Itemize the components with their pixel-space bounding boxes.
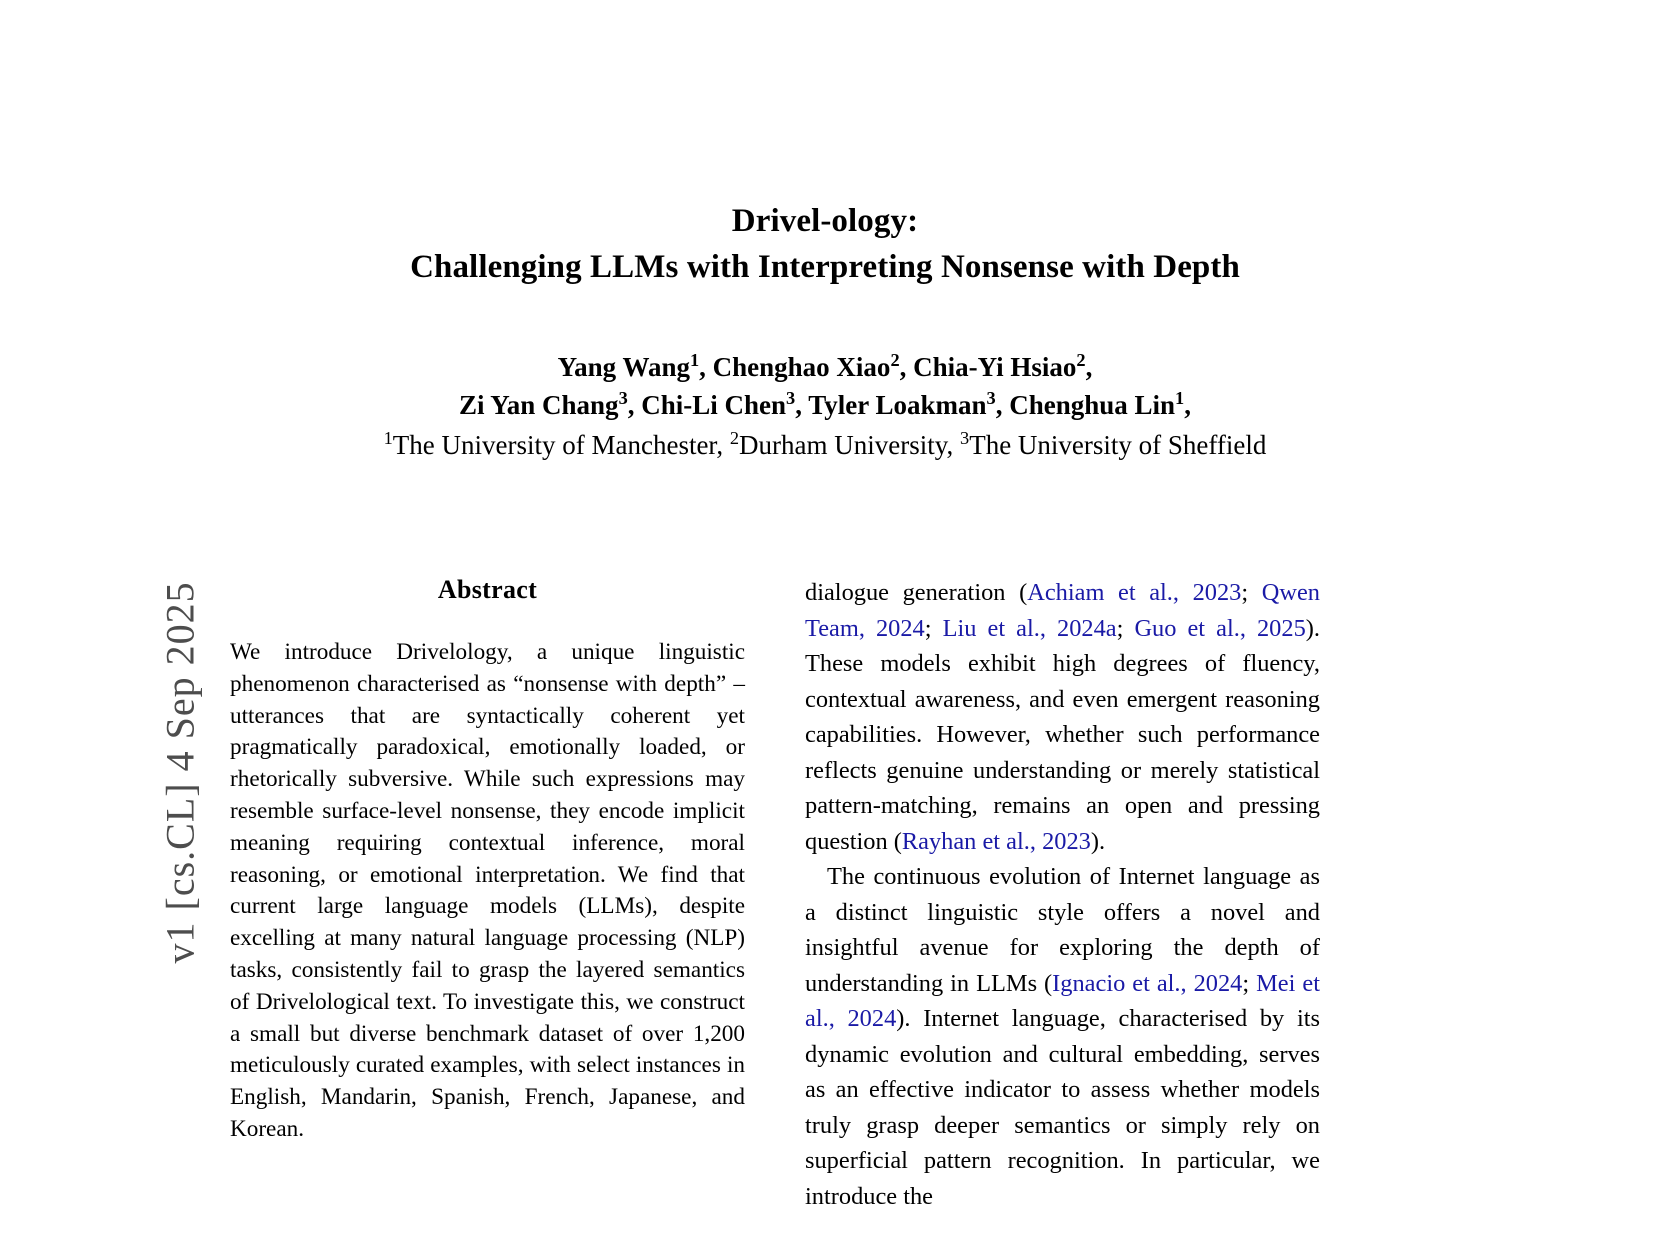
affiliation-marker: 2 bbox=[729, 428, 740, 448]
citation-link[interactable]: Liu et al. bbox=[942, 614, 1040, 642]
affiliation-name: Durham University, bbox=[739, 430, 961, 460]
citation-year[interactable]: , 2023 bbox=[1172, 579, 1242, 606]
author-separator: , bbox=[699, 352, 713, 382]
affiliation-marker: 3 bbox=[960, 428, 970, 448]
citation-link[interactable]: Qwen Team bbox=[805, 579, 1320, 642]
author-block bbox=[230, 348, 1420, 464]
author-affil-marker: 2 bbox=[890, 350, 900, 370]
affiliation-name: The University of Manchester, bbox=[392, 430, 730, 460]
citation-link[interactable]: Ignacio et al. bbox=[1052, 969, 1181, 997]
affiliation-marker: 1 bbox=[383, 428, 393, 448]
author-separator: , bbox=[1085, 352, 1093, 382]
citation-separator: ; bbox=[1242, 969, 1257, 997]
intro-text-mid: ). These models exhibit high degrees of fluency, contextual awareness, and even emergent reasoning capabilities. However, whether such performance reflects genuine understanding or merely statistical pattern-matching, remains an open and pressing question ( bbox=[805, 614, 1321, 855]
affiliation-name: The University of Sheffield bbox=[969, 430, 1267, 460]
author-name: Chenghua Lin bbox=[1009, 390, 1176, 420]
author-name: Chia-Yi Hsiao bbox=[913, 352, 1077, 382]
author-affil-marker: 3 bbox=[618, 388, 628, 408]
citation-year[interactable]: , 2023 bbox=[1029, 827, 1091, 855]
author-separator: , bbox=[795, 390, 809, 420]
abstract-text: We introduce Drivelology, a unique linguistic phenomenon characterised as “nonsense with depth” – utterances that are syntactically coherent yet pragmatically paradoxical, emotionally loaded, or rhetorically subversive. While such expressions may resemble surface-level nonsense, they encode implicit meaning requiring contextual inference, moral reasoning, or emotional interpretation. We find that current large language models (LLMs), despite excelling at many natural language processing (NLP) tasks, consistently fail to grasp the layered semantics of Drivelological text. To investigate this, we construct a small but diverse benchmark dataset of over 1,200 meticulously curated examples, with select instances in English, Mandarin, Spanish, French, Japanese, and Korean. bbox=[230, 639, 745, 1142]
intro-text-post: ). bbox=[1090, 827, 1106, 855]
author-name: Yang Wang bbox=[557, 352, 690, 382]
author-affil-marker: 3 bbox=[786, 388, 796, 408]
author-affil-marker: 1 bbox=[689, 350, 700, 370]
citation-separator: ; bbox=[1241, 579, 1262, 606]
intro-text-pre: dialogue generation ( bbox=[805, 579, 1028, 606]
author-separator: , bbox=[627, 390, 642, 420]
intro-paragraph-2 bbox=[805, 859, 1320, 1214]
citation-link[interactable]: Mei et al. bbox=[805, 969, 1320, 1032]
citation-year[interactable]: , 2024 bbox=[828, 1005, 897, 1032]
author-name: Chi-Li Chen bbox=[641, 390, 787, 420]
left-column bbox=[230, 575, 745, 1146]
author-separator: , bbox=[995, 390, 1010, 420]
author-affil-marker: 1 bbox=[1175, 388, 1185, 408]
author-line-1 bbox=[230, 348, 1420, 386]
citation-link[interactable]: Rayhan et al. bbox=[901, 827, 1030, 855]
author-separator: , bbox=[1184, 390, 1191, 420]
author-line-2 bbox=[230, 386, 1420, 424]
paper-title bbox=[230, 198, 1420, 290]
citation-year[interactable]: , 2025 bbox=[1239, 614, 1306, 642]
title-line-1: Drivel-ology: bbox=[731, 203, 919, 239]
title-line-2: Challenging LLMs with Interpreting Nonsense with Depth bbox=[410, 249, 1240, 285]
citation-separator: ; bbox=[1116, 614, 1135, 642]
intro-paragraph-1 bbox=[805, 575, 1320, 859]
right-column bbox=[805, 575, 1320, 1214]
citation-year[interactable]: , 2024a bbox=[1039, 614, 1117, 642]
author-separator: , bbox=[899, 352, 914, 382]
arxiv-stamp: v1 [cs.CL] 4 Sep 2025 bbox=[157, 581, 203, 964]
affiliation-line bbox=[230, 426, 1420, 464]
citation-year[interactable]: , 2024 bbox=[1180, 969, 1243, 997]
author-affil-marker: 3 bbox=[986, 388, 996, 408]
citation-year[interactable]: , 2024 bbox=[858, 614, 925, 642]
abstract-heading: Abstract bbox=[437, 575, 538, 604]
two-column-body bbox=[230, 575, 1420, 1241]
citation-separator: ; bbox=[924, 614, 943, 642]
intro2-text-pre: The continuous evolution of Internet language as a distinct linguistic style offers a novel and insightful avenue for exploring the depth of understanding in LLMs ( bbox=[805, 863, 1320, 997]
intro2-text-post: ). Internet language, characterised by its dynamic evolution and cultural embedding, serves as an effective indicator to assess whether models truly grasp deeper semantics or simply rely on superficial pattern recognition. In particular, we introduce the bbox=[805, 1005, 1320, 1210]
author-name: Tyler Loakman bbox=[808, 390, 987, 420]
citation-link[interactable]: Guo et al. bbox=[1134, 614, 1240, 642]
author-affil-marker: 2 bbox=[1076, 350, 1086, 370]
author-name: Zi Yan Chang bbox=[459, 390, 619, 420]
citation-link[interactable]: Achiam et al. bbox=[1027, 579, 1173, 606]
author-name: Chenghao Xiao bbox=[712, 352, 891, 382]
